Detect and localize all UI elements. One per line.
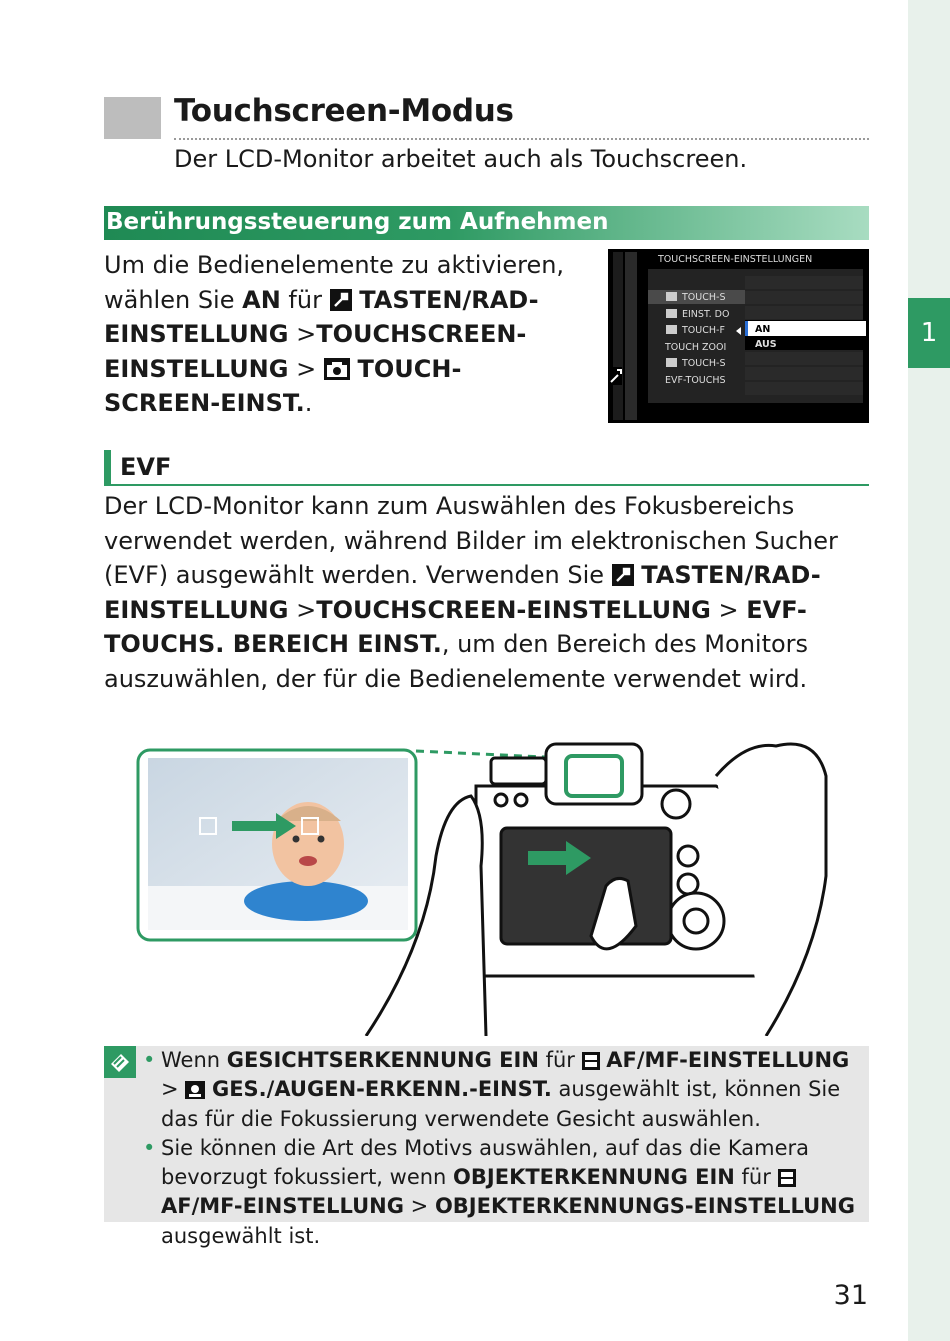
- text: >: [710, 595, 747, 624]
- note-item: [143, 1134, 869, 1251]
- menu-touchscreen: TOUCHSCREEN-EINSTELLUNG: [104, 320, 527, 383]
- tile-icon: [666, 325, 677, 334]
- page-number: 31: [833, 1280, 868, 1311]
- af-mf-icon: [778, 1169, 796, 1187]
- evf-touch-illustration: [136, 736, 856, 1036]
- text: , um den Bereich des Monitors auszuwählen, der für die Bedienelemente verwendet wird.: [104, 630, 809, 693]
- note-icon: [104, 1046, 136, 1078]
- title-divider: [174, 138, 869, 140]
- page-title: Touchscreen-Modus: [174, 93, 514, 129]
- option-an[interactable]: AN: [755, 324, 771, 335]
- text: Um die Bedienelemente zu aktivieren, wählen Sie: [104, 251, 565, 314]
- text: >: [161, 1077, 186, 1102]
- paragraph-touch-activate: [104, 248, 574, 421]
- paragraph-evf: [104, 489, 874, 696]
- text: >: [404, 1194, 435, 1219]
- text: für: [734, 1165, 778, 1190]
- option-aus[interactable]: AUS: [755, 339, 777, 350]
- text: für: [280, 285, 330, 314]
- text: Wenn: [161, 1048, 227, 1072]
- term: AF/MF-EINSTELLUNG: [606, 1048, 850, 1072]
- menu-tasten: TASTEN/RAD-EINSTELLUNG: [104, 285, 539, 348]
- evf-preview: [138, 750, 416, 940]
- menu-item[interactable]: TOUCH-S: [682, 292, 726, 303]
- term: OBJEKTERKENNUNGS-EINSTELLUNG: [434, 1194, 855, 1219]
- wrench-icon: [612, 564, 634, 586]
- menu-touchscreen: TOUCHSCREEN-EINSTELLUNG: [316, 595, 711, 624]
- text: >: [288, 595, 317, 624]
- af-mf-icon: [582, 1052, 600, 1070]
- menu-header: TOUCHSCREEN-EINSTELLUNGEN: [658, 254, 813, 265]
- camera-icon: [666, 309, 677, 318]
- evf-heading: EVF: [120, 453, 172, 481]
- heading-marker: [104, 97, 161, 139]
- menu-tasten: TASTEN/RAD-EINSTELLUNG: [104, 561, 821, 624]
- term: OBJEKTERKENNUNG EIN: [453, 1165, 735, 1190]
- chapter-tab: 1: [908, 298, 950, 368]
- note-item: [143, 1046, 869, 1134]
- option-an: AN: [242, 285, 281, 314]
- wrench-icon: [330, 289, 352, 311]
- play-icon: [666, 358, 677, 367]
- text: >: [288, 320, 317, 348]
- menu-item[interactable]: EVF-TOUCHS: [665, 375, 726, 386]
- text: Der LCD-Monitor kann zum Auswählen des Fokusbereichs verwendet werden, während Bilder im elektronischen Sucher (EVF) ausgewählt werden. Verwenden Sie: [104, 492, 838, 589]
- text: >: [288, 354, 324, 383]
- menu-item[interactable]: TOUCH ZOOI: [665, 342, 727, 353]
- menu-touch-screen-einst: TOUCH-SCREEN-EINST.: [104, 354, 462, 417]
- page-sidebar: [908, 0, 950, 1341]
- text: .: [304, 389, 313, 417]
- page-subtitle: Der LCD-Monitor arbeitet auch als Touchscreen.: [174, 145, 748, 173]
- term: GESICHTSERKENNUNG EIN: [226, 1048, 539, 1072]
- menu-item[interactable]: TOUCH-S: [682, 358, 726, 369]
- text: für: [538, 1048, 582, 1072]
- evf-heading-underline: [104, 450, 869, 486]
- term: AF/MF-EINSTELLUNG: [161, 1194, 404, 1219]
- face-detect-icon: [185, 1081, 205, 1099]
- section-heading-touch: Berührungssteuerung zum Aufnehmen: [104, 206, 869, 240]
- evf-heading-bar: [104, 450, 111, 484]
- camera-menu-screen: [608, 249, 869, 423]
- text: ausgewählt ist, können Sie das für die Fokussierung verwendete Gesicht auswählen.: [161, 1077, 841, 1131]
- text: ausgewählt ist.: [161, 1223, 321, 1248]
- term: GES./AUGEN-ERKENN.-EINST.: [211, 1077, 552, 1102]
- camera-icon: [666, 292, 677, 301]
- menu-evf-touchs: EVF-TOUCHS. BEREICH EINST.: [104, 595, 807, 658]
- menu-item[interactable]: TOUCH-F: [682, 325, 725, 336]
- camera-icon: [324, 358, 350, 380]
- note-list: [143, 1046, 869, 1251]
- menu-item[interactable]: EINST. DO: [682, 309, 730, 320]
- text: Sie können die Art des Motivs auswählen, auf das die Kamera bevorzugt fokussiert, wenn: [161, 1135, 810, 1190]
